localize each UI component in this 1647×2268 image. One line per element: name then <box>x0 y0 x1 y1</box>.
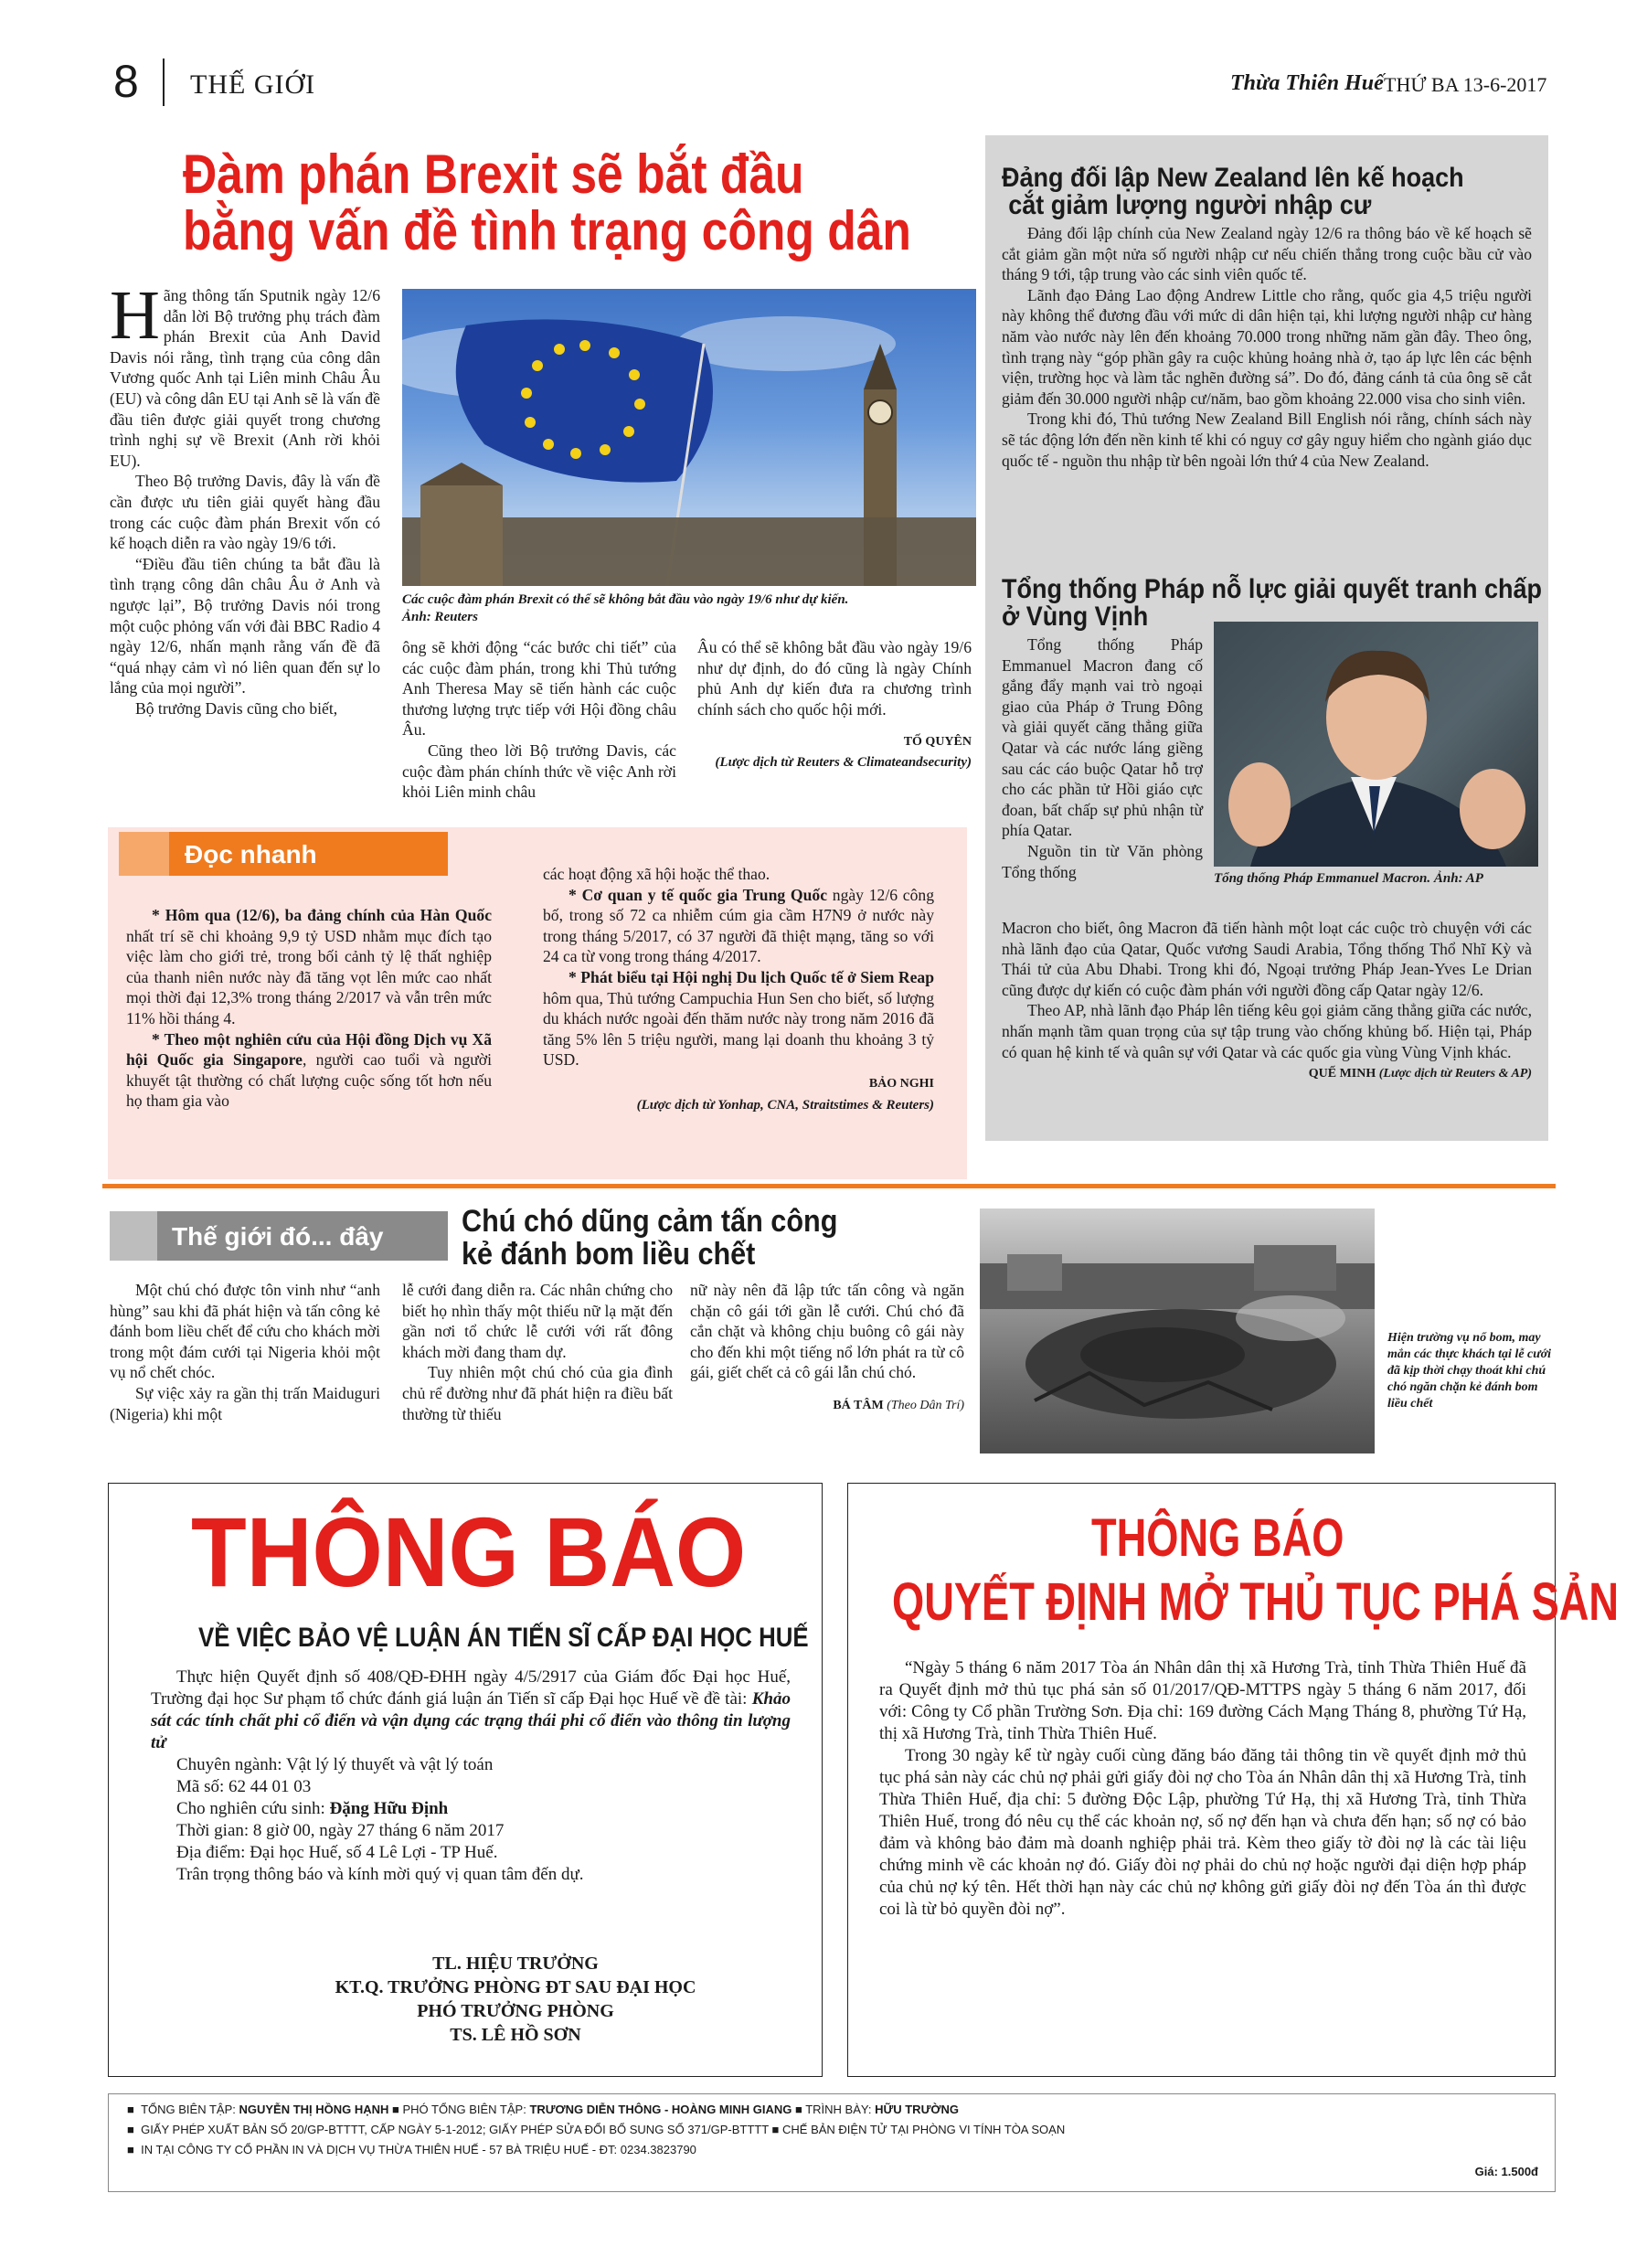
brexit-headline <box>183 146 1024 260</box>
bombing-photo <box>980 1209 1375 1453</box>
brexit-photo-caption: Các cuộc đàm phán Brexit có thể sẽ không bắt đầu vào ngày 19/6 như dự kiến. Ảnh: Reuters <box>402 592 849 624</box>
brexit-col-1: Hãng thông tấn Sputnik ngày 12/6 dẫn lời Bộ trưởng phụ trách đàm phán Brexit của Anh David Davis nói rằng, tình trạng của công dân Vương quốc Anh tại Liên minh Châu Âu (EU) và công dân EU tại Anh sẽ là vấn đề đầu tiên được giải quyết trong chương trình nghị sự về Brexit (Anh rời khỏi EU). Theo Bộ trưởng Davis, đây là vấn đề cần được ưu tiên giải quyết hàng đầu trong các cuộc đàm phán Brexit vốn có kế hoạch diễn ra vào ngày 19/6 tới. “Điều đầu tiên chúng ta bắt đầu là tình trạng công dân châu Âu ở Anh và ngược lại”, Bộ trưởng Davis nói trong một cuộc phỏng vấn với đài BBC Radio 4 ngày 12/6, nhấn mạnh rằng vấn đề đã “quá nhạy cảm vì nó liên quan đến sự lo lắng của mọi người”. Bộ trưởng Davis cũng cho biết, <box>110 277 380 718</box>
notice-bankruptcy <box>847 1483 1620 2077</box>
brexit-col-2: ông sẽ khởi động “các bước chi tiết” của các cuộc đàm phán, trong khi Thủ tướng Anh Theresa May sẽ tiến hành các cuộc thương lượng trực tiếp với Hội đồng châu Âu. Cũng theo lời Bộ trưởng Davis, các cuộc đàm phán chính thức về việc Anh rời khỏi Liên minh châu <box>402 638 676 802</box>
notice-bankruptcy-title-1: THÔNG BÁO <box>1091 1508 1344 1568</box>
imprint-footer <box>108 2093 1556 2192</box>
france-headline: Tổng thống Pháp nỗ lực giải quyết tranh chấp ở Vùng Vịnh <box>1002 574 1543 632</box>
quick-read-author: BẢO NGHI <box>868 1076 934 1091</box>
quick-read-label: Đọc nhanh <box>119 832 448 876</box>
macron-photo <box>1214 622 1538 867</box>
footer-line-3: ■ IN TẠI CÔNG TY CỔ PHẦN IN VÀ DỊCH VỤ THỪA THIÊN HUẾ - 57 BÀ TRIỆU HUẾ - ĐT: 0234.3823790 <box>127 2143 696 2156</box>
bombing-caption: Hiện trường vụ nổ bom, may mắn các thực khách tại lễ cưới đã kịp thời chạy thoát khi chú chó ngăn chặn kẻ đánh bom liều chết <box>1387 1331 1552 1411</box>
price: Giá: 1.500đ <box>1474 2165 1538 2178</box>
notice-bankruptcy-title-2: QUYẾT ĐỊNH MỞ THỦ TỤC PHÁ SẢN <box>892 1572 1620 1632</box>
dog-col-3: nữ này nên đã lập tức tấn công và ngăn chặn cô gái tới gần lễ cưới. Chú chó đã cắn chặt và không chịu buông cô gái này cho đến khi một tiếng nổ lớn phát ra từ cô gái, giết chết cả cô gái lẫn chú chó. BÁ TÂM (Theo Dân Trí) <box>690 1280 964 1417</box>
headline-line-2: bằng vấn đề tình trạng công dân <box>183 200 911 261</box>
nz-headline: Đảng đối lập New Zealand lên kế hoạch cắt giảm lượng người nhập cư <box>1002 163 1464 220</box>
footer-line-2: ■ GIẤY PHÉP XUẤT BẢN SỐ 20/GP-BTTTT, CẤP NGÀY 5-1-2012; GIẤY PHÉP SỬA ĐỔI BỔ SUNG SỐ 371/GP-BTTTT ■ CHẾ BẢN ĐIỆN TỬ TẠI PHÒNG VI TÍNH TÒA SOẠN <box>127 2123 1066 2136</box>
dog-signature: BÁ TÂM (Theo Dân Trí) <box>833 1398 964 1412</box>
section-rule <box>102 1184 1556 1188</box>
issue-date: THỨ BA 13-6-2017 <box>1384 73 1547 96</box>
brexit-author: TỐ QUYÊN <box>903 735 972 750</box>
france-body-wide: Macron cho biết, ông Macron đã tiến hành một loạt các cuộc trò chuyện với các nhà lãnh đạo của Qatar, Quốc vương Saudi Arabia, Tổng thống Thổ Nhĩ Kỳ và Thái tử của Abu Dhabi. Trong khi đó, Ngoại trưởng Pháp Jean-Yves Le Drian cũng được dự kiến có cuộc đàm phán với người đồng cấp Qatar ngày 12/6. Theo AP, nhà lãnh đạo Pháp lên tiếng kêu gọi giảm căng thẳng giữa các nước, nhấn mạnh tầm quan trọng của sự tập trung vào chống khủng bố. Hiện tại, Pháp có quan hệ kinh tế và quân sự với Qatar và các quốc gia vùng Vùng Vịnh khác. QUẾ MINH (Lược dịch từ Reuters & AP) <box>1002 918 1532 1085</box>
page-number: 8 <box>113 56 139 107</box>
brexit-source: (Lược dịch từ Reuters & Climateandsecurity) <box>715 754 972 770</box>
dog-headline: Chú chó dũng cảm tấn công kẻ đánh bom liều chết <box>462 1204 838 1272</box>
world-label-accent <box>110 1211 157 1261</box>
footer-line-1: ■ TỔNG BIÊN TẬP: NGUYỄN THỊ HỒNG HẠNH ■ PHÓ TỔNG BIÊN TẬP: TRƯƠNG DIỄN THÔNG - HOÀNG MINH GIANG ■ TRÌNH BÀY: HỮU TRƯỜNG <box>127 2103 959 2116</box>
notice-bankruptcy-body: “Ngày 5 tháng 6 năm 2017 Tòa án Nhân dân thị xã Hương Trà, tỉnh Thừa Thiên Huế đã ra Quyết định mở thủ tục phá sản số 01/2017/QĐ-MTTPS ngày 5 tháng 6 năm 2017, đối với: Công ty Cổ phần Trường Sơn. Địa chỉ: 169 đường Cách Mạng Tháng 8, phường Tứ Hạ, thị xã Hương Trà, tỉnh Thừa Thiên Huế. Trong 30 ngày kể từ ngày cuối cùng đăng báo đăng tải thông tin về quyết định mở thủ tục phá sản này các chủ nợ phải gửi giấy đòi nợ cho Tòa án Nhân dân thị xã Hương Trà, tỉnh Thừa Thiên Huế, địa chỉ: 5 đường Độc Lập, phường Tứ Hạ, thị xã Hương Trà, tỉnh Thừa Thiên Huế, trong đó nêu cụ thể các khoản nợ, số nợ đến hạn và chưa đến hạn; số nợ có bảo đảm và không bảo đảm mà doanh nghiệp phải trả. Kèm theo giấy tờ đòi nợ là các tài liệu chứng minh về các khoản nợ đó. Giấy đòi nợ phải do chủ nợ hoặc người đại diện hợp pháp của chủ nợ ký tên. Hết thời hạn này các chủ nợ không gửi giấy đòi nợ đến Tòa án thì được coi là từ bỏ quyền đòi nợ”. <box>879 1658 1526 1919</box>
france-signature: QUẾ MINH (Lược dịch từ Reuters & AP) <box>1308 1067 1532 1081</box>
notice-thesis-subtitle: VỀ VIỆC BẢO VỆ LUẬN ÁN TIẾN SĨ CẤP ĐẠI HỌC HUẾ <box>198 1623 809 1653</box>
bombing-illustration <box>980 1209 1375 1453</box>
page-header <box>108 55 1552 110</box>
notice-thesis-body: Thực hiện Quyết định số 408/QĐ-ĐHH ngày 4/5/2917 của Giám đốc Đại học Huế, Trường đại học Sư phạm tổ chức đánh giá luận án Tiến sĩ cấp Đại học Huế về đề tài: Khảo sát các tính chất phi cổ điển và vận dụng các trạng thái phi cổ điển vào thông tin lượng tử Chuyên ngành: Vật lý lý thuyết và vật lý toán Mã số: 62 44 01 03 Cho nghiên cứu sinh: Đặng Hữu Định Thời gian: 8 giờ 00, ngày 27 tháng 6 năm 2017 Địa điểm: Đại học Huế, số 4 Lê Lợi - TP Huế. Trân trọng thông báo và kính mời quý vị quan tâm đến dự. <box>151 1667 791 1884</box>
drop-cap: H <box>110 277 160 354</box>
world-label: Thế giới đó... đây <box>110 1211 448 1261</box>
dog-col-2: lễ cưới đang diễn ra. Các nhân chứng cho biết họ nhìn thấy một thiếu nữ lạ mặt đến gần nơi tổ chức lễ cưới với rất đông khách mời đang tham dự. Tuy nhiên một chú chó của gia đình chủ rể đường như đã phát hiện ra điều bất thường từ thiếu <box>402 1281 673 1423</box>
quick-read-col-2: các hoạt động xã hội hoặc thể thao. * Cơ quan y tế quốc gia Trung Quốc ngày 12/6 công bố, trong số 72 ca nhiễm cúm gia cầm H7N9 ở nước này trong tháng 5/2017, có 37 người đã thiệt mạng, tăng so với 24 ca từ vong trong tháng 4/2017. * Phát biểu tại Hội nghị Du lịch Quốc tế ở Siem Reap hôm qua, Thủ tướng Campuchia Hun Sen cho biết, số lượng du khách nước ngoài đến thăm nước này trong năm 2016 đã tăng 5% lên 5 triệu người, mang lại doanh thu khoảng 3 tỷ USD. BẢO NGHI (Lược dịch từ Yonhap, CNA, Straitstimes & Reuters) <box>543 864 934 1115</box>
quick-read-col-1: * Hôm qua (12/6), ba đảng chính của Hàn Quốc nhất trí sẽ chi khoảng 9,9 tỷ USD nhằm mục đích tạo việc làm cho giới trẻ, trong bối cảnh tỷ lệ thất nghiệp của thanh niên nước này đã tăng vọt lên mức cao nhất mọi thời đại 12,3% trong tháng 2/2017 và vẫn trên mức 11% hồi tháng 4. * Theo một nghiên cứu của Hội đồng Dịch vụ Xã hội Quốc gia Singapore, người cao tuổi và người khuyết tật thường có chất lượng cuộc sống tốt hơn nếu họ tham gia vào <box>126 906 492 1111</box>
macron-illustration <box>1214 622 1538 867</box>
france-col-narrow: Tổng thống Pháp Emmanuel Macron đang cố gắng đẩy mạnh vai trò ngoại giao của Pháp ở Trung Đông và giải quyết căng thẳng giữa Qatar và các nước láng giềng sau các cáo buộc Qatar hỗ trợ cho các phần tử Hồi giáo cực đoan, bất chấp sự phủ nhận từ phía Qatar. Nguồn tin từ Văn phòng Tổng thống <box>1002 635 1203 881</box>
quick-read-accent <box>119 832 169 876</box>
eu-flag-illustration <box>402 289 976 586</box>
paper-name: Thừa Thiên Huế <box>1230 71 1384 95</box>
quick-read-source: (Lược dịch từ Yonhap, CNA, Straitstimes & Reuters) <box>636 1097 934 1113</box>
headline-line-1: Đàm phán Brexit sẽ bắt đầu <box>183 144 804 205</box>
brexit-photo <box>402 289 976 586</box>
notice-thesis <box>108 1483 823 2077</box>
notice-thesis-title: THÔNG BÁO <box>191 1496 747 1607</box>
macron-caption: Tổng thống Pháp Emmanuel Macron. Ảnh: AP <box>1214 871 1483 886</box>
nz-body: Đảng đối lập chính của New Zealand ngày 12/6 ra thông báo về kế hoạch sẽ cắt giảm gần một nửa số người nhập cư nếu chiến thắng trong cuộc bầu cử vào tháng 9 tới, tập trung vào các sinh viên quốc tế. Lãnh đạo Đảng Lao động Andrew Little cho rằng, quốc gia 4,5 triệu người này không thể đương đầu với mức di dân hiện tại, khi lượng người nhập cư hàng năm vào nước này lên đến khoảng 70.000 trong những năm gần đây. Theo ông, tình trạng này “góp phần gây ra cuộc khủng hoảng nhà ở, tạo áp lực lên các bệnh viện, trường học và làm tắc nghẽn đường sá”. Do đó, đảng cánh tả của ông sẽ cắt giảm đến 30.000 người nhập cư/năm, bao gồm khoảng 22.000 visa cho sinh viên. Trong khi đó, Thủ tướng New Zealand Bill English nói rằng, chính sách này sẽ tác động lớn đến nền kinh tế khi có nguy cơ gây nguy hiểm cho ngành giáo dục quốc tế - nguồn thu nhập từ bên ngoài lớn thứ 4 của New Zealand. <box>1002 224 1532 470</box>
brexit-col-3: Âu có thể sẽ không bắt đầu vào ngày 19/6 như dự định, do đó cũng là ngày Chính phủ Anh dự kiến đưa ra chương trình chính sách cho quốc hội mới. TỐ QUYÊN (Lược dịch từ Reuters & Climateandsecurity) <box>697 638 972 770</box>
header-divider <box>163 59 165 106</box>
notice-thesis-signature: TL. HIỆU TRƯỞNG KT.Q. TRƯỞNG PHÒNG ĐT SAU ĐẠI HỌC PHÓ TRƯỞNG PHÒNG TS. LÊ HỒ SƠN <box>335 1954 696 2045</box>
dog-col-1: Một chú chó được tôn vinh như “anh hùng” sau khi đã phát hiện và tấn công kẻ đánh bom liều chết để cứu cho khách mời trong một đám cưới tại Nigeria khỏi một vụ nổ chết chóc. Sự việc xảy ra gần thị trấn Maiduguri (Nigeria) khi một <box>110 1281 380 1423</box>
section-title: THẾ GIỚI <box>190 69 316 100</box>
